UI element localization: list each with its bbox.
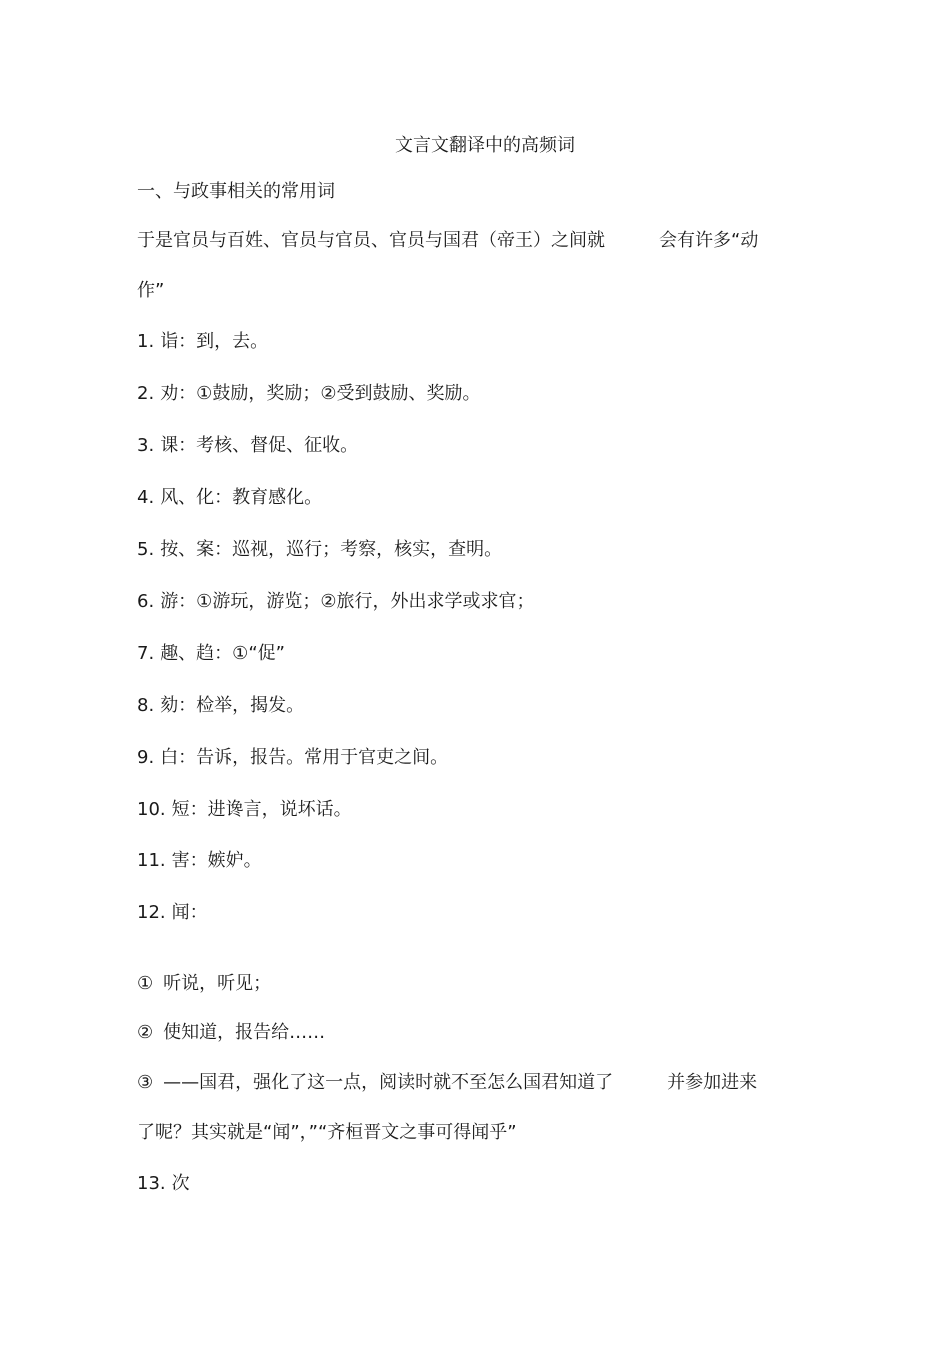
item-text: 按、案：巡视，巡行；考察，核实，查明。 <box>160 539 503 560</box>
list-item-6 <box>137 591 534 613</box>
document-title: 文言文翻译中的高频词 <box>395 135 575 156</box>
list-item-4 <box>137 487 322 509</box>
list-item-3 <box>137 435 358 457</box>
item-text: 诣：到，去。 <box>160 331 269 352</box>
sub-item-text-b: 并参加进来 <box>667 1072 758 1093</box>
list-item-13 <box>137 1173 190 1195</box>
item-text: 课：考核、督促、征收。 <box>160 435 359 456</box>
list-item-1 <box>137 331 268 353</box>
item-number: 1. <box>137 331 155 352</box>
item-number: 5. <box>137 539 155 560</box>
section-heading: 一、与政事相关的常用词 <box>137 181 335 202</box>
list-item-12 <box>137 902 208 924</box>
item-number: 8. <box>137 695 155 716</box>
sub-item-text: 听说，听见； <box>163 973 272 994</box>
item-number: 2. <box>137 383 155 404</box>
sub-item-1 <box>137 973 271 995</box>
item-number: 9. <box>137 747 155 768</box>
sub-item-text: 使知道，报告给…… <box>163 1022 326 1043</box>
intro-line-1 <box>137 230 758 252</box>
continuation-line: 了呢？其实就是“闻”，”“齐桓晋文之事可得闻乎” <box>137 1122 517 1143</box>
item-text: 白：告诉，报告。常用于官吏之间。 <box>160 747 449 768</box>
item-text: 劾：检举，揭发。 <box>160 695 305 716</box>
list-item-5 <box>137 539 502 561</box>
item-text: 趣、趋：①“促” <box>160 643 285 664</box>
list-item-8 <box>137 695 304 717</box>
list-item-9 <box>137 747 448 769</box>
item-number: 4. <box>137 487 155 508</box>
list-item-2 <box>137 383 480 405</box>
sub-item-mark: ① <box>137 973 154 994</box>
item-text: 劝：①鼓励，奖励；②受到鼓励、奖励。 <box>160 383 481 404</box>
item-number: 13. <box>137 1173 166 1194</box>
list-item-10 <box>137 799 352 821</box>
intro-part-1: 于是官员与百姓、官员与官员、官员与国君（帝王）之间就 <box>137 230 605 251</box>
item-text: 游：①游玩，游览；②旅行，外出求学或求官； <box>160 591 535 612</box>
item-text: 风、化：教育感化。 <box>160 487 323 508</box>
intro-part-2: 会有许多“动 <box>659 230 759 251</box>
item-text: 害：嫉妒。 <box>171 850 262 871</box>
item-number: 6. <box>137 591 155 612</box>
sub-item-3 <box>137 1072 757 1094</box>
list-item-7 <box>137 643 285 665</box>
sub-item-mark: ③ <box>137 1072 154 1093</box>
sub-item-mark: ② <box>137 1022 154 1043</box>
item-text: 次 <box>171 1173 190 1194</box>
item-text: 短：进谗言，说坏话。 <box>171 799 352 820</box>
list-item-11 <box>137 850 262 872</box>
item-number: 10. <box>137 799 166 820</box>
intro-line-2: 作” <box>137 280 165 301</box>
sub-item-2 <box>137 1022 325 1044</box>
item-text: 闻： <box>171 902 208 923</box>
sub-item-text: ——国君，强化了这一点，阅读时就不至怎么国君知道了 <box>163 1072 614 1093</box>
item-number: 11. <box>137 850 166 871</box>
item-number: 3. <box>137 435 155 456</box>
item-number: 7. <box>137 643 155 664</box>
item-number: 12. <box>137 902 166 923</box>
